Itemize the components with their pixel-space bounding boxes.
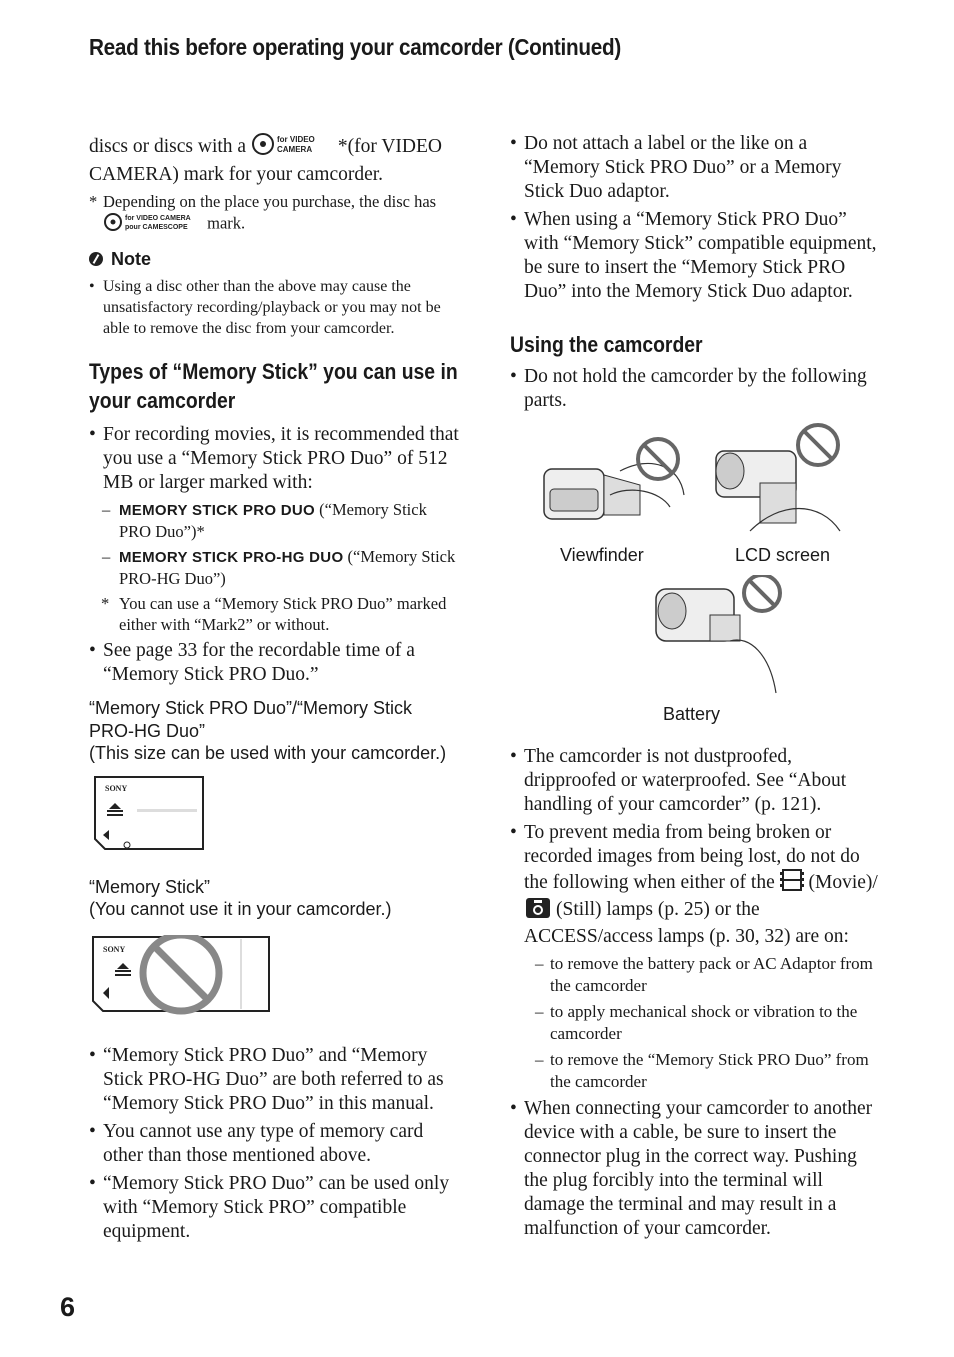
still-camera-icon bbox=[526, 898, 550, 925]
logo-line2: CAMERA bbox=[276, 145, 313, 154]
lcd-illustration bbox=[710, 421, 850, 541]
bullet-not-dustproofed: • The camcorder is not dustproofed, dripproofed or waterproofed. See “About handling of your camcorder” (p. 121). bbox=[510, 745, 882, 817]
caption-pro-duo-note: (This size can be used with your camcorder.) bbox=[89, 743, 447, 763]
note-heading: Note bbox=[89, 249, 461, 270]
label-battery: Battery bbox=[663, 704, 721, 724]
footnote: * Depending on the place you purchase, the disc has for VIDEO CAMERA pour CAMESCOPE mark. bbox=[89, 191, 461, 237]
caption-memory-stick: “Memory Stick” bbox=[89, 876, 210, 897]
logo2-line2: pour CAMESCOPE bbox=[125, 224, 188, 231]
prohibited-icon bbox=[638, 439, 678, 479]
dash-remove-stick: – to remove the “Memory Stick PRO Duo” from the camcorder bbox=[535, 1050, 869, 1091]
memory-stick-pro-hg-duo-logo: MEMORY STICK PRO-HG DUO bbox=[119, 549, 344, 566]
caption-memory-stick-note: (You cannot use it in your camcorder.) bbox=[89, 899, 392, 919]
page-header: Read this before operating your camcorder (Continued) bbox=[89, 34, 622, 60]
bullet-no-other-card: • You cannot use any type of memory card other than those mentioned above. bbox=[89, 1120, 461, 1168]
bullet-no-label: • Do not attach a label or the like on a “Memory Stick PRO Duo” or a Memory Stick Duo adaptor. bbox=[510, 132, 882, 204]
dash-shock: – to apply mechanical shock or vibration to the camcorder bbox=[535, 1002, 858, 1043]
logo-line1: for VIDEO bbox=[276, 135, 315, 144]
bullet-referred: • “Memory Stick PRO Duo” and “Memory Stick PRO-HG Duo” are both referred to as “Memory Stick PRO Duo” in this manual. bbox=[89, 1044, 461, 1116]
bullet-recordable-time: • See page 33 for the recordable time of a “Memory Stick PRO Duo.” bbox=[89, 639, 461, 687]
logo2-line1: for VIDEO CAMERA bbox=[125, 215, 191, 222]
left-column bbox=[89, 132, 461, 1248]
sony-label: SONY bbox=[105, 783, 128, 793]
prohibited-icon bbox=[798, 425, 838, 465]
movie-icon bbox=[780, 869, 804, 898]
dash-pro-hg-duo: – MEMORY STICK PRO-HG DUO (“Memory Stick PRO-HG Duo”) bbox=[102, 547, 456, 588]
note-bullet: • Using a disc other than the above may cause the unsatisfactory recording/playback or you may not be able to remove the disc from your camcorder. bbox=[89, 276, 461, 339]
battery-illustration bbox=[650, 575, 790, 695]
pro-duo-illustration bbox=[93, 775, 461, 856]
dash-pro-duo: – MEMORY STICK PRO DUO (“Memory Stick PRO Duo”)* bbox=[102, 500, 427, 541]
caption-pro-duo: “Memory Stick PRO Duo”/“Memory Stick PRO-HG Duo” bbox=[89, 698, 413, 741]
prohibited-icon bbox=[744, 575, 780, 611]
star-note: * You can use a “Memory Stick PRO Duo” marked either with “Mark2” or without. bbox=[101, 594, 447, 634]
using-heading: Using the camcorder bbox=[510, 332, 703, 357]
intro-text: discs or discs with a for VIDEO CAMERA *(for VIDEO CAMERA) mark for your camcorder. bbox=[89, 132, 461, 187]
memory-stick-pro-duo-logo: MEMORY STICK PRO DUO bbox=[119, 502, 316, 519]
bullet-recording: • For recording movies, it is recommended that you use a “Memory Stick PRO Duo” of 512 MB or larger marked with: bbox=[89, 423, 461, 495]
bullet-prevent-media: • To prevent media from being broken or recorded images from being lost, do not do the following when either of the (Movie)/(Still) lamps (p. 25) or the ACCESS/access lamps (p. 30, 32) are on: bbox=[510, 821, 882, 949]
dvd-video-camera-logo bbox=[251, 132, 333, 163]
bullet-do-not-hold: • Do not hold the camcorder by the following parts. bbox=[510, 365, 882, 413]
right-column bbox=[510, 132, 882, 1245]
dash-remove-battery: – to remove the battery pack or AC Adaptor from the camcorder bbox=[535, 954, 873, 995]
bullet-adaptor: • When using a “Memory Stick PRO Duo” with “Memory Stick” compatible equipment, be sure to insert the “Memory Stick PRO Duo” into the Memory Stick Duo adaptor. bbox=[510, 208, 882, 304]
sony-label-2: SONY bbox=[103, 944, 126, 954]
camcorder-illustrations bbox=[510, 421, 882, 741]
note-icon bbox=[89, 252, 103, 266]
types-heading: Types of “Memory Stick” you can use in your camcorder bbox=[89, 359, 458, 413]
dvd-camescope-logo bbox=[103, 212, 203, 237]
label-lcd: LCD screen bbox=[735, 545, 831, 565]
memory-stick-illustration bbox=[91, 935, 461, 1026]
label-viewfinder: Viewfinder bbox=[560, 545, 644, 565]
bullet-connecting: • When connecting your camcorder to another device with a cable, be sure to insert the connector plug in the correct way. Pushing the plug forcibly into the terminal will damage the terminal and may result in a malfunction of your camcorder. bbox=[510, 1097, 882, 1241]
page-number: 6 bbox=[60, 1292, 76, 1322]
bullet-compatible: • “Memory Stick PRO Duo” can be used only with “Memory Stick PRO” compatible equipment. bbox=[89, 1172, 461, 1244]
viewfinder-illustration bbox=[540, 435, 690, 541]
